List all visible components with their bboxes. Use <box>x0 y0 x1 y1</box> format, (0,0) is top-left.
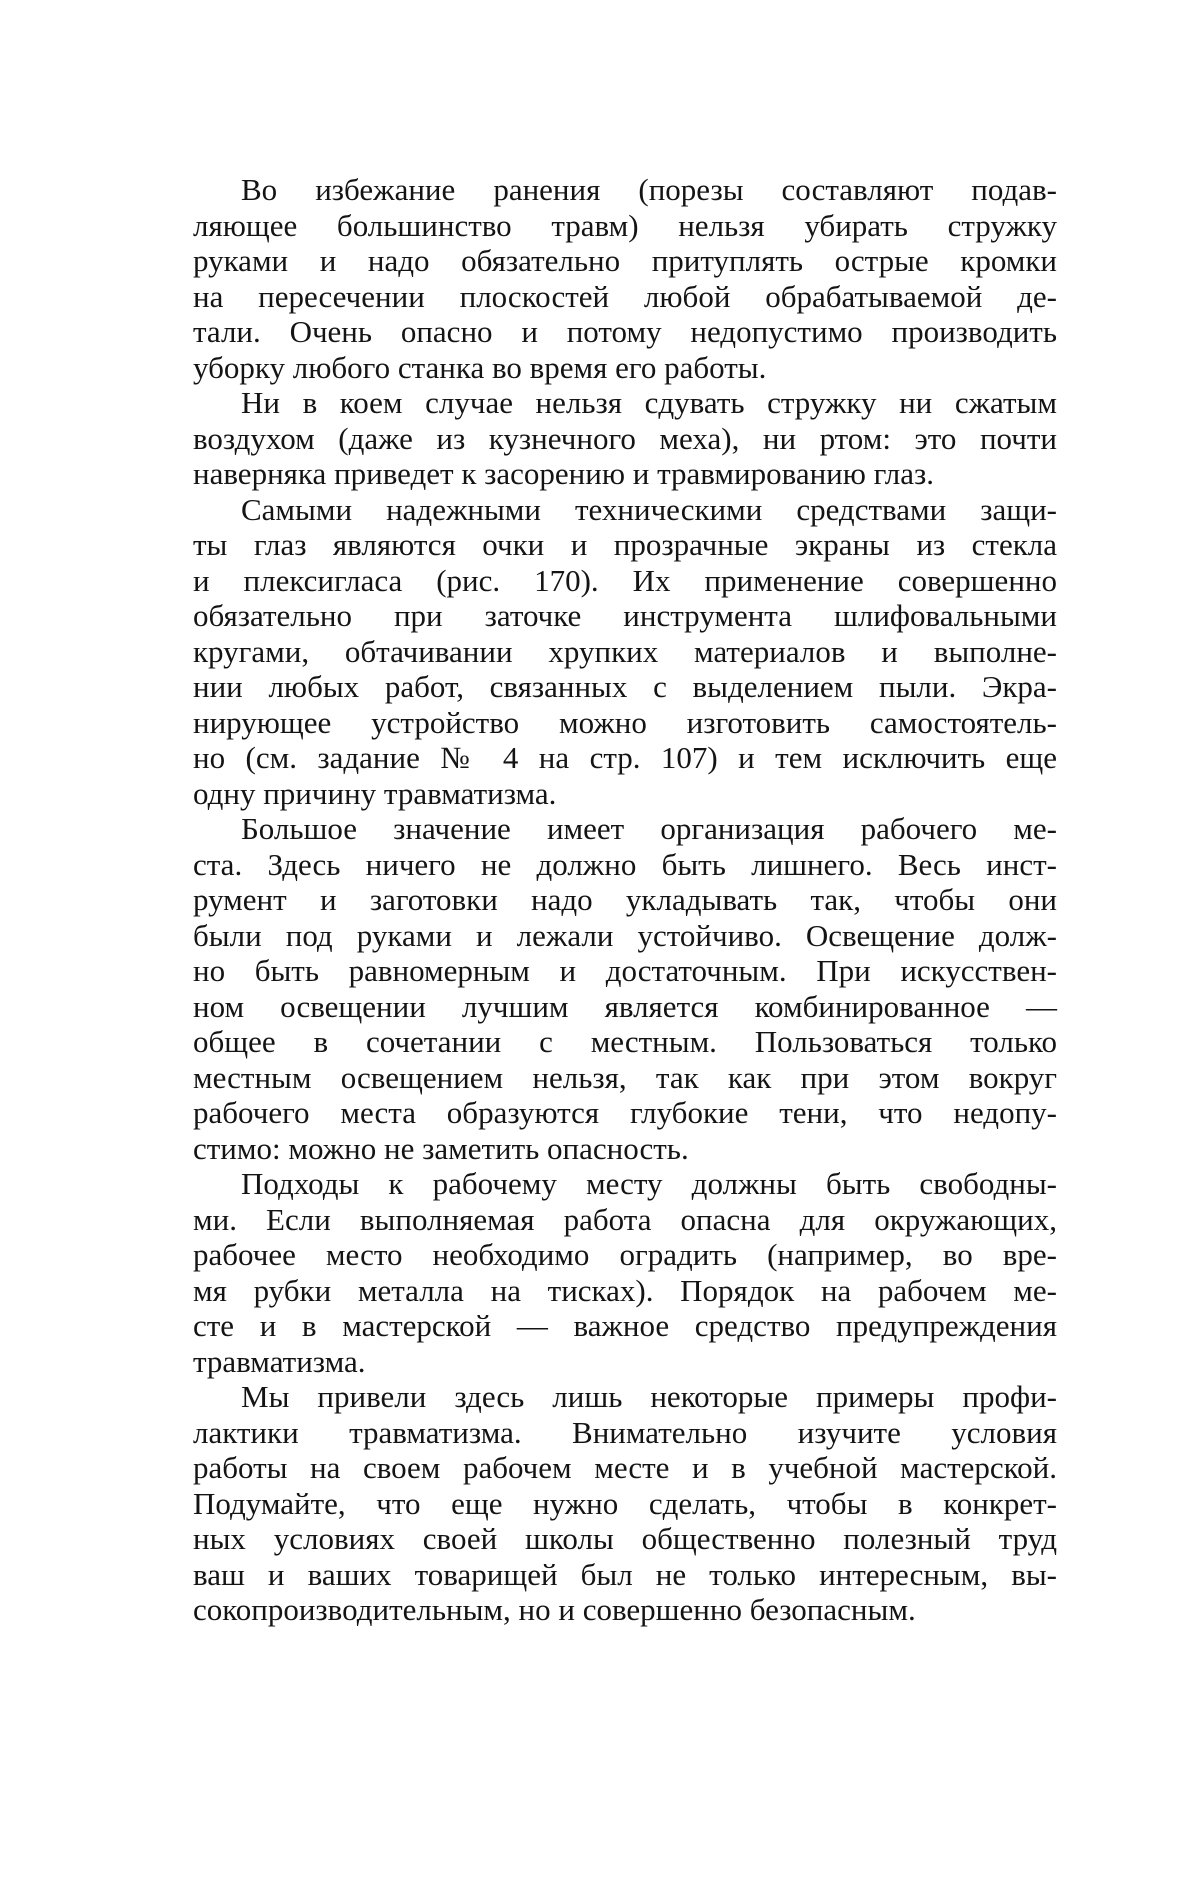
paragraph-1 <box>145 172 1057 385</box>
text-line: Большое значение имеет организация рабочего ме- <box>145 811 1057 847</box>
text-line: нирующее устройство можно изготовить самостоятель- <box>145 705 1057 741</box>
paragraph-5 <box>145 1166 1057 1379</box>
text-line: мя рубки металла на тисках). Порядок на рабочем ме- <box>145 1273 1057 1309</box>
text-line: кругами, обтачивании хрупких материалов и выполне- <box>145 634 1057 670</box>
text-line: ных условиях своей школы общественно полезный труд <box>145 1521 1057 1557</box>
text-line: ляющее большинство травм) нельзя убирать стружку <box>145 208 1057 244</box>
text-line: сокопроизводительным, но и совершенно безопасным. <box>145 1592 1057 1628</box>
text-line: травматизма. <box>145 1344 1057 1380</box>
document-page <box>0 0 1200 1880</box>
text-line: общее в сочетании с местным. Пользоваться только <box>145 1024 1057 1060</box>
text-line: местным освещением нельзя, так как при этом вокруг <box>145 1060 1057 1096</box>
body-text <box>145 172 1057 1628</box>
text-line: наверняка приведет к засорению и травмированию глаз. <box>145 456 1057 492</box>
paragraph-3 <box>145 492 1057 812</box>
text-line: одну причину травматизма. <box>145 776 1057 812</box>
text-line: ваш и ваших товарищей был не только интересным, вы- <box>145 1557 1057 1593</box>
text-line: Подумайте, что еще нужно сделать, чтобы в конкрет- <box>145 1486 1057 1522</box>
paragraph-2 <box>145 385 1057 492</box>
text-line: ном освещении лучшим является комбинированное — <box>145 989 1057 1025</box>
text-line: Во избежание ранения (порезы составляют подав- <box>145 172 1057 208</box>
text-line: были под руками и лежали устойчиво. Освещение долж- <box>145 918 1057 954</box>
text-line: лактики травматизма. Внимательно изучите условия <box>145 1415 1057 1451</box>
text-line: тали. Очень опасно и потому недопустимо производить <box>145 314 1057 350</box>
text-line: Мы привели здесь лишь некоторые примеры профи- <box>145 1379 1057 1415</box>
text-line: работы на своем рабочем месте и в учебной мастерской. <box>145 1450 1057 1486</box>
text-line: обязательно при заточке инструмента шлифовальными <box>145 598 1057 634</box>
text-line: Подходы к рабочему месту должны быть свободны- <box>145 1166 1057 1202</box>
text-line: и плексигласа (рис. 170). Их применение совершенно <box>145 563 1057 599</box>
text-line: рабочее место необходимо оградить (например, во вре- <box>145 1237 1057 1273</box>
text-line: уборку любого станка во время его работы. <box>145 350 1057 386</box>
text-line: стимо: можно не заметить опасность. <box>145 1131 1057 1167</box>
text-line: на пересечении плоскостей любой обрабатываемой де- <box>145 279 1057 315</box>
text-line: Ни в коем случае нельзя сдувать стружку ни сжатым <box>145 385 1057 421</box>
text-line: румент и заготовки надо укладывать так, чтобы они <box>145 882 1057 918</box>
text-line: руками и надо обязательно притуплять острые кромки <box>145 243 1057 279</box>
text-line: воздухом (даже из кузнечного меха), ни ртом: это почти <box>145 421 1057 457</box>
paragraph-4 <box>145 811 1057 1166</box>
text-line: рабочего места образуются глубокие тени, что недопу- <box>145 1095 1057 1131</box>
paragraph-6 <box>145 1379 1057 1628</box>
text-line: ты глаз являются очки и прозрачные экраны из стекла <box>145 527 1057 563</box>
text-line: сте и в мастерской — важное средство предупреждения <box>145 1308 1057 1344</box>
text-line: нии любых работ, связанных с выделением пыли. Экра- <box>145 669 1057 705</box>
text-line: ми. Если выполняемая работа опасна для окружающих, <box>145 1202 1057 1238</box>
text-line: но (см. задание № 4 на стр. 107) и тем исключить еще <box>145 740 1057 776</box>
text-line: Самыми надежными техническими средствами защи- <box>145 492 1057 528</box>
text-line: но быть равномерным и достаточным. При искусствен- <box>145 953 1057 989</box>
text-line: ста. Здесь ничего не должно быть лишнего. Весь инст- <box>145 847 1057 883</box>
